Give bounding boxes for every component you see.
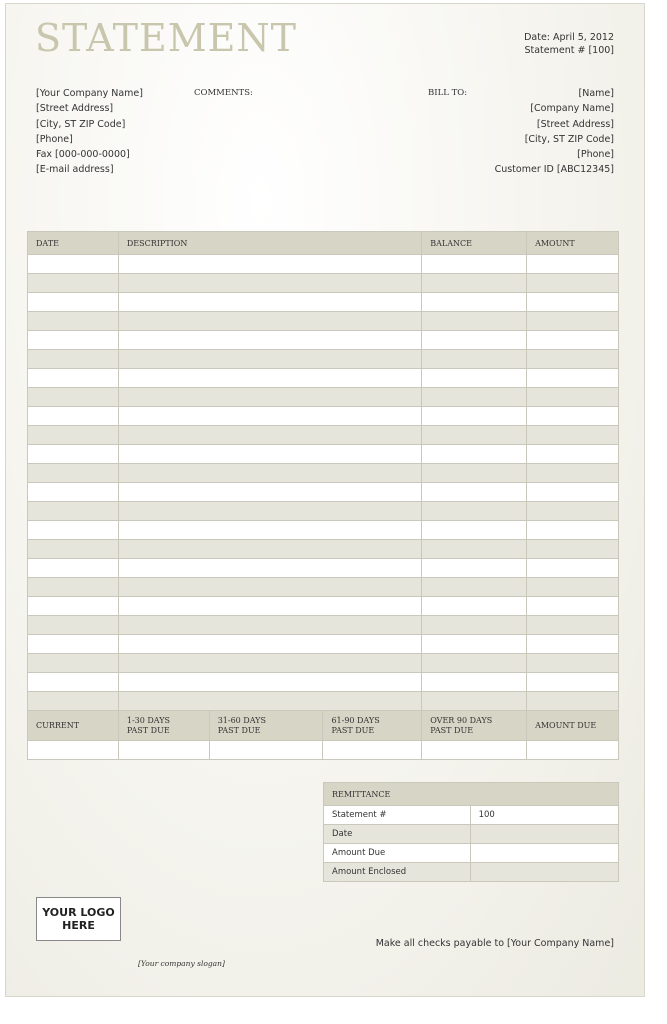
amount-cell[interactable] xyxy=(527,350,619,369)
amount-cell[interactable] xyxy=(527,464,619,483)
aging-cell[interactable] xyxy=(28,741,119,760)
description-cell[interactable] xyxy=(118,350,421,369)
date-cell[interactable] xyxy=(28,312,119,331)
aging-31-60: 31-60 DAYS PAST DUE xyxy=(209,711,323,741)
description-cell[interactable] xyxy=(118,407,421,426)
balance-cell[interactable] xyxy=(422,464,527,483)
remittance-title: REMITTANCE xyxy=(324,783,619,806)
bill-to-label: BILL TO: xyxy=(428,88,468,98)
balance-cell[interactable] xyxy=(422,426,527,445)
table-row xyxy=(28,616,619,635)
header-amount: AMOUNT xyxy=(527,232,619,255)
date-cell[interactable] xyxy=(28,426,119,445)
bill-to-city: [City, ST ZIP Code] xyxy=(524,133,614,145)
balance-cell[interactable] xyxy=(422,559,527,578)
amount-cell[interactable] xyxy=(527,255,619,274)
aging-cell[interactable] xyxy=(422,741,527,760)
table-row xyxy=(28,540,619,559)
amount-cell[interactable] xyxy=(527,426,619,445)
date-cell[interactable] xyxy=(28,635,119,654)
table-row xyxy=(28,407,619,426)
aging-cell[interactable] xyxy=(323,741,422,760)
description-cell[interactable] xyxy=(118,597,421,616)
company-fax: Fax [000-000-0000] xyxy=(36,149,130,161)
balance-cell[interactable] xyxy=(422,407,527,426)
description-cell[interactable] xyxy=(118,692,421,711)
statement-number: Statement # [100] xyxy=(524,45,614,56)
balance-cell[interactable] xyxy=(422,597,527,616)
remittance-table xyxy=(323,782,619,882)
aging-1-30: 1-30 DAYS PAST DUE xyxy=(118,711,209,741)
balance-cell[interactable] xyxy=(422,578,527,597)
date-cell[interactable] xyxy=(28,388,119,407)
amount-cell[interactable] xyxy=(527,521,619,540)
table-row xyxy=(28,293,619,312)
balance-cell[interactable] xyxy=(422,692,527,711)
table-row xyxy=(28,521,619,540)
description-cell[interactable] xyxy=(118,616,421,635)
date-cell[interactable] xyxy=(28,521,119,540)
amount-cell[interactable] xyxy=(527,673,619,692)
remittance-value[interactable] xyxy=(470,844,618,863)
amount-cell[interactable] xyxy=(527,483,619,502)
company-slogan: [Your company slogan] xyxy=(138,959,225,968)
remittance-row xyxy=(324,844,619,863)
table-row xyxy=(28,388,619,407)
balance-cell[interactable] xyxy=(422,255,527,274)
amount-cell[interactable] xyxy=(527,692,619,711)
description-cell[interactable] xyxy=(118,369,421,388)
amount-cell[interactable] xyxy=(527,388,619,407)
description-cell[interactable] xyxy=(118,312,421,331)
company-info xyxy=(36,86,143,178)
statement-meta xyxy=(524,31,614,57)
description-cell[interactable] xyxy=(118,274,421,293)
aging-61-90: 61-90 DAYS PAST DUE xyxy=(323,711,422,741)
balance-cell[interactable] xyxy=(422,445,527,464)
date-cell[interactable] xyxy=(28,483,119,502)
balance-cell[interactable] xyxy=(422,293,527,312)
table-header-row xyxy=(28,232,619,255)
balance-cell[interactable] xyxy=(422,540,527,559)
date-cell[interactable] xyxy=(28,331,119,350)
bill-to-phone: [Phone] xyxy=(577,149,614,161)
amount-cell[interactable] xyxy=(527,331,619,350)
date-cell[interactable] xyxy=(28,692,119,711)
balance-cell[interactable] xyxy=(422,331,527,350)
date-cell[interactable] xyxy=(28,464,119,483)
remittance-label: Date xyxy=(324,825,471,844)
amount-cell[interactable] xyxy=(527,502,619,521)
table-row xyxy=(28,312,619,331)
table-row xyxy=(28,597,619,616)
balance-cell[interactable] xyxy=(422,502,527,521)
company-logo: YOUR LOGO HERE xyxy=(36,897,121,941)
remittance-value[interactable]: 100 xyxy=(470,806,618,825)
header-balance: BALANCE xyxy=(422,232,527,255)
date-cell[interactable] xyxy=(28,654,119,673)
amount-cell[interactable] xyxy=(527,369,619,388)
date-cell[interactable] xyxy=(28,369,119,388)
date-cell[interactable] xyxy=(28,293,119,312)
description-cell[interactable] xyxy=(118,578,421,597)
date-cell[interactable] xyxy=(28,559,119,578)
amount-cell[interactable] xyxy=(527,293,619,312)
checks-payable-note: Make all checks payable to [Your Company Name] xyxy=(375,938,614,949)
table-row xyxy=(28,559,619,578)
aging-amount-due: AMOUNT DUE xyxy=(527,711,619,741)
date-cell[interactable] xyxy=(28,502,119,521)
aging-cell[interactable] xyxy=(118,741,209,760)
description-cell[interactable] xyxy=(118,502,421,521)
amount-cell[interactable] xyxy=(527,312,619,331)
table-row xyxy=(28,635,619,654)
amount-cell[interactable] xyxy=(527,274,619,293)
aging-current: CURRENT xyxy=(28,711,119,741)
description-cell[interactable] xyxy=(118,464,421,483)
date-cell[interactable] xyxy=(28,578,119,597)
table-row xyxy=(28,369,619,388)
bill-to-name: [Name] xyxy=(578,88,614,99)
company-phone: [Phone] xyxy=(36,133,73,145)
remittance-row xyxy=(324,825,619,844)
bill-to-info xyxy=(495,86,614,178)
description-cell[interactable] xyxy=(118,445,421,464)
date-cell[interactable] xyxy=(28,407,119,426)
amount-cell[interactable] xyxy=(527,616,619,635)
table-row xyxy=(28,331,619,350)
description-cell[interactable] xyxy=(118,483,421,502)
amount-cell[interactable] xyxy=(527,445,619,464)
amount-cell[interactable] xyxy=(527,635,619,654)
balance-cell[interactable] xyxy=(422,673,527,692)
remittance-value[interactable] xyxy=(470,863,618,882)
date-cell[interactable] xyxy=(28,255,119,274)
description-cell[interactable] xyxy=(118,673,421,692)
aging-values-row xyxy=(28,741,619,760)
remittance-row xyxy=(324,863,619,882)
comments-label: COMMENTS: xyxy=(194,88,253,98)
amount-cell[interactable] xyxy=(527,597,619,616)
amount-cell[interactable] xyxy=(527,540,619,559)
balance-cell[interactable] xyxy=(422,274,527,293)
table-row xyxy=(28,654,619,673)
remittance-label: Statement # xyxy=(324,806,471,825)
balance-cell[interactable] xyxy=(422,521,527,540)
table-row xyxy=(28,464,619,483)
page-title: STATEMENT xyxy=(35,16,297,60)
table-row xyxy=(28,692,619,711)
company-email: [E-mail address] xyxy=(36,164,114,176)
date-cell[interactable] xyxy=(28,616,119,635)
description-cell[interactable] xyxy=(118,426,421,445)
remittance-row xyxy=(324,806,619,825)
remittance-label: Amount Due xyxy=(324,844,471,863)
table-row xyxy=(28,255,619,274)
remittance-value[interactable] xyxy=(470,825,618,844)
description-cell[interactable] xyxy=(118,559,421,578)
description-cell[interactable] xyxy=(118,293,421,312)
aging-header-row xyxy=(28,711,619,741)
company-city: [City, ST ZIP Code] xyxy=(36,118,126,130)
table-row xyxy=(28,350,619,369)
statement-date: Date: April 5, 2012 xyxy=(524,32,614,43)
aging-cell[interactable] xyxy=(527,741,619,760)
header-date: DATE xyxy=(28,232,119,255)
company-name: [Your Company Name] xyxy=(36,88,143,99)
customer-id: Customer ID [ABC12345] xyxy=(494,164,614,176)
table-row xyxy=(28,445,619,464)
description-cell[interactable] xyxy=(118,255,421,274)
header-description: DESCRIPTION xyxy=(118,232,421,255)
statement-table xyxy=(27,231,619,760)
date-cell[interactable] xyxy=(28,274,119,293)
amount-cell[interactable] xyxy=(527,407,619,426)
date-cell[interactable] xyxy=(28,540,119,559)
table-row xyxy=(28,274,619,293)
table-row xyxy=(28,426,619,445)
bill-to-company: [Company Name] xyxy=(530,103,614,115)
description-cell[interactable] xyxy=(118,388,421,407)
balance-cell[interactable] xyxy=(422,312,527,331)
aging-cell[interactable] xyxy=(209,741,323,760)
table-row xyxy=(28,578,619,597)
statement-page xyxy=(5,3,645,997)
date-cell[interactable] xyxy=(28,597,119,616)
date-cell[interactable] xyxy=(28,350,119,369)
balance-cell[interactable] xyxy=(422,369,527,388)
balance-cell[interactable] xyxy=(422,483,527,502)
table-row xyxy=(28,673,619,692)
balance-cell[interactable] xyxy=(422,388,527,407)
amount-cell[interactable] xyxy=(527,559,619,578)
bill-to-street: [Street Address] xyxy=(536,118,614,130)
balance-cell[interactable] xyxy=(422,654,527,673)
date-cell[interactable] xyxy=(28,445,119,464)
remittance-label: Amount Enclosed xyxy=(324,863,471,882)
table-row xyxy=(28,483,619,502)
remittance-header xyxy=(324,783,619,806)
amount-cell[interactable] xyxy=(527,654,619,673)
company-street: [Street Address] xyxy=(36,103,114,115)
description-cell[interactable] xyxy=(118,654,421,673)
description-cell[interactable] xyxy=(118,521,421,540)
balance-cell[interactable] xyxy=(422,635,527,654)
description-cell[interactable] xyxy=(118,540,421,559)
date-cell[interactable] xyxy=(28,673,119,692)
table-row xyxy=(28,502,619,521)
aging-over-90: OVER 90 DAYS PAST DUE xyxy=(422,711,527,741)
amount-cell[interactable] xyxy=(527,578,619,597)
description-cell[interactable] xyxy=(118,635,421,654)
description-cell[interactable] xyxy=(118,331,421,350)
balance-cell[interactable] xyxy=(422,350,527,369)
balance-cell[interactable] xyxy=(422,616,527,635)
